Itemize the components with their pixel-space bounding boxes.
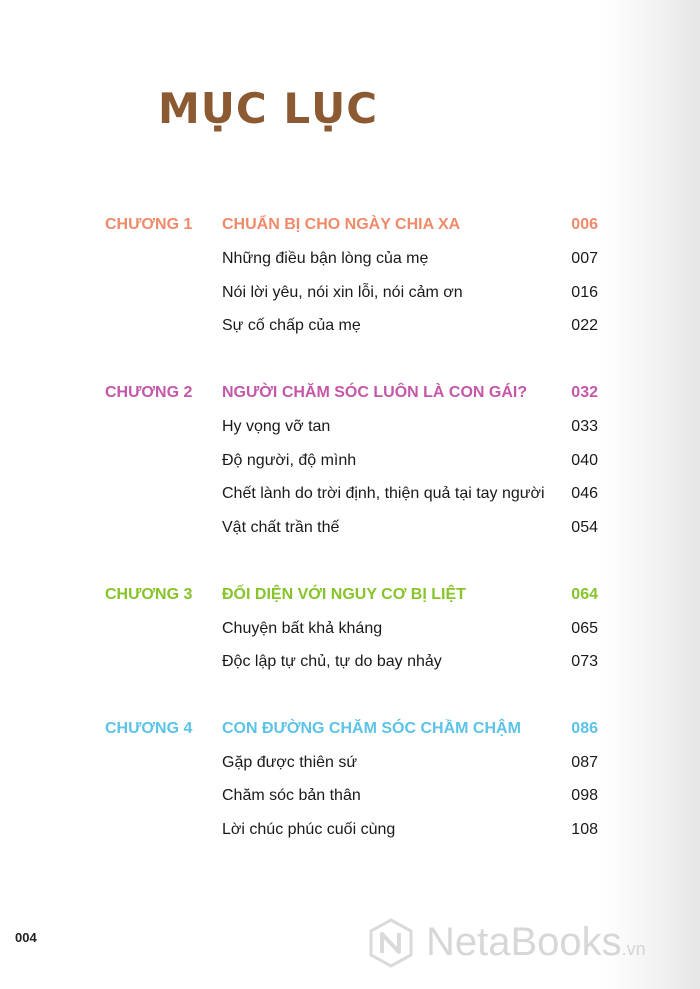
toc-entry-page: 007: [571, 250, 598, 267]
toc-entry-title: Chết lành do trời định, thiện quả tại tay người: [222, 485, 545, 502]
toc-entry: [0, 779, 700, 813]
toc-entry: [0, 511, 700, 545]
chapter-4-title: CON ĐƯỜNG CHĂM SÓC CHẦM CHẬM: [222, 720, 521, 737]
toc-entry-page: 098: [571, 787, 598, 804]
toc-entry-page: 054: [571, 519, 598, 536]
toc-entry-title: Chuyện bất khả kháng: [222, 620, 383, 637]
page-number: 004: [15, 930, 37, 945]
toc-entry: [0, 410, 700, 444]
chapter-2-title: NGƯỜI CHĂM SÓC LUÔN LÀ CON GÁI?: [222, 384, 528, 401]
toc-entry-title: Những điều bận lòng của mẹ: [222, 250, 429, 267]
toc-entry-page: 073: [571, 653, 598, 670]
toc-entry-page: 016: [571, 284, 598, 301]
chapter-3-row: [0, 578, 700, 612]
toc-entry-title: Nói lời yêu, nói xin lỗi, nói cảm ơn: [222, 284, 463, 301]
chapter-1-label: CHƯƠNG 1: [105, 216, 193, 233]
toc-entry-page: 108: [571, 821, 598, 838]
toc-entry: [0, 813, 700, 847]
chapter-3-page: 064: [571, 586, 598, 603]
toc-entry: [0, 444, 700, 478]
toc-entry-title: Lời chúc phúc cuối cùng: [222, 821, 396, 838]
chapter-2-label: CHƯƠNG 2: [105, 384, 193, 401]
toc-entry: [0, 276, 700, 310]
chapter-4-row: [0, 712, 700, 746]
watermark-brand-suffix: .vn: [621, 939, 646, 959]
chapter-4-label: CHƯƠNG 4: [105, 720, 193, 737]
toc-entry: [0, 645, 700, 679]
chapter-3-label: CHƯƠNG 3: [105, 586, 193, 603]
toc-entry: [0, 746, 700, 780]
watermark: [362, 912, 682, 974]
toc-entry-title: Chăm sóc bản thân: [222, 787, 361, 804]
toc-entry-page: 087: [571, 754, 598, 771]
chapter-1-title: CHUẨN BỊ CHO NGÀY CHIA XA: [222, 216, 461, 233]
toc-entry-page: 065: [571, 620, 598, 637]
watermark-brand: [426, 920, 646, 965]
toc-entry: [0, 309, 700, 343]
watermark-brand-name: NetaBooks: [426, 920, 622, 964]
chapter-1-row: [0, 208, 700, 242]
toc-entry-page: 046: [571, 485, 598, 502]
toc-entry: [0, 242, 700, 276]
toc-entry: [0, 477, 700, 511]
toc-entry-title: Gặp được thiên sứ: [222, 754, 358, 771]
toc-entry-page: 033: [571, 418, 598, 435]
chapter-2-row: [0, 376, 700, 410]
toc-entry-title: Sự cố chấp của mẹ: [222, 317, 361, 334]
chapter-2-page: 032: [571, 384, 598, 401]
toc-entry-page: 022: [571, 317, 598, 334]
toc-entry-page: 040: [571, 452, 598, 469]
netabooks-logo-icon: [366, 918, 416, 968]
chapter-3-title: ĐỐI DIỆN VỚI NGUY CƠ BỊ LIỆT: [222, 586, 466, 603]
toc-entry-title: Hy vọng vỡ tan: [222, 418, 331, 435]
toc-entry: [0, 612, 700, 646]
toc-entry-title: Vật chất trần thế: [222, 519, 340, 536]
chapter-1-page: 006: [571, 216, 598, 233]
toc-entry-title: Độ người, độ mình: [222, 452, 357, 469]
toc-entry-title: Độc lập tự chủ, tự do bay nhảy: [222, 653, 442, 670]
page-title: MỤC LỤC: [158, 84, 379, 133]
chapter-4-page: 086: [571, 720, 598, 737]
